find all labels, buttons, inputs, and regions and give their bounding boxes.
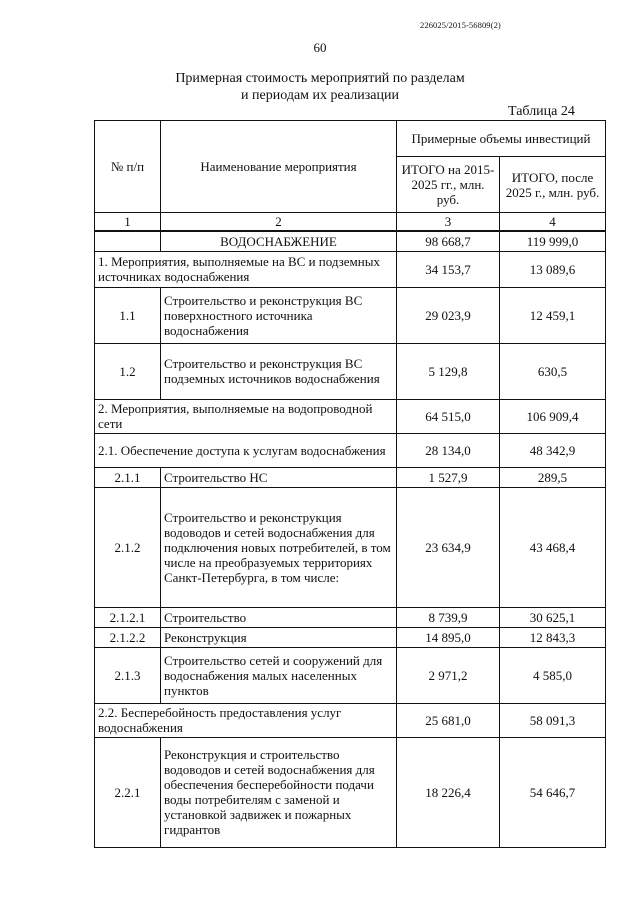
section-num [95, 231, 161, 251]
row-total-after-2025: 106 909,4 [500, 399, 606, 433]
table-row [95, 647, 606, 703]
table-row [95, 399, 606, 433]
document-id: 226025/2015-56809(2) [420, 20, 501, 30]
row-name: Строительство и реконструкция ВС поверхностного источника водоснабжения [161, 287, 397, 343]
row-total-after-2025: 13 089,6 [500, 251, 606, 287]
row-number: 2.1.2 [95, 487, 161, 607]
table-row [95, 737, 606, 847]
header-group: Примерные объемы инвестиций [397, 121, 606, 157]
col-number-4: 4 [500, 213, 606, 232]
row-total-2015-2025: 28 134,0 [397, 433, 500, 467]
row-group-name: 2. Мероприятия, выполняемые на водопроводной сети [95, 399, 397, 433]
row-number: 2.1.1 [95, 467, 161, 487]
table-body [95, 121, 606, 848]
row-number: 2.1.2.2 [95, 627, 161, 647]
row-total-2015-2025: 1 527,9 [397, 467, 500, 487]
row-number: 1.2 [95, 343, 161, 399]
title-line-2: и периодам их реализации [241, 88, 399, 103]
header-num: № п/п [95, 121, 161, 213]
row-number: 2.1.2.1 [95, 607, 161, 627]
row-number: 2.1.3 [95, 647, 161, 703]
section-row [95, 231, 606, 251]
row-group-name: 2.2. Бесперебойность предоставления услуг водоснабжения [95, 703, 397, 737]
row-name: Реконструкция и строительство водоводов и сетей водоснабжения для обеспечения бесперебойности подачи воды потребителям с заменой и установкой задвижек и пожарных гидрантов [161, 737, 397, 847]
row-total-2015-2025: 5 129,8 [397, 343, 500, 399]
header-col4: ИТОГО, после 2025 г., млн. руб. [500, 157, 606, 213]
row-name: Реконструкция [161, 627, 397, 647]
row-total-2015-2025: 64 515,0 [397, 399, 500, 433]
header-col3: ИТОГО на 2015-2025 гг., млн. руб. [397, 157, 500, 213]
table-row [95, 627, 606, 647]
row-name: Строительство [161, 607, 397, 627]
row-total-2015-2025: 34 153,7 [397, 251, 500, 287]
row-name: Строительство НС [161, 467, 397, 487]
table-row [95, 343, 606, 399]
table-label: Таблица 24 [508, 104, 575, 119]
row-total-after-2025: 289,5 [500, 467, 606, 487]
col-number-2: 2 [161, 213, 397, 232]
page-number: 60 [313, 40, 327, 55]
row-total-after-2025: 12 843,3 [500, 627, 606, 647]
column-numbers-row [95, 213, 606, 232]
row-total-after-2025: 48 342,9 [500, 433, 606, 467]
row-total-after-2025: 630,5 [500, 343, 606, 399]
row-group-name: 2.1. Обеспечение доступа к услугам водоснабжения [95, 433, 397, 467]
row-total-after-2025: 12 459,1 [500, 287, 606, 343]
row-total-after-2025: 30 625,1 [500, 607, 606, 627]
row-number: 2.2.1 [95, 737, 161, 847]
row-name: Строительство и реконструкция ВС подземных источников водоснабжения [161, 343, 397, 399]
table-row [95, 467, 606, 487]
section-total-after-2025: 119 999,0 [500, 231, 606, 251]
table-row [95, 287, 606, 343]
table-row [95, 251, 606, 287]
row-total-2015-2025: 25 681,0 [397, 703, 500, 737]
cost-table [94, 120, 606, 848]
table-row [95, 433, 606, 467]
row-name: Строительство и реконструкция водоводов и сетей водоснабжения для подключения новых потребителей, в том числе на преобразуемых территориях Санкт-Петербурга, в том числе: [161, 487, 397, 607]
row-total-after-2025: 43 468,4 [500, 487, 606, 607]
row-total-2015-2025: 29 023,9 [397, 287, 500, 343]
section-total-2015-2025: 98 668,7 [397, 231, 500, 251]
row-total-after-2025: 54 646,7 [500, 737, 606, 847]
table-row [95, 703, 606, 737]
table-row [95, 607, 606, 627]
col-number-1: 1 [95, 213, 161, 232]
row-number: 1.1 [95, 287, 161, 343]
col-number-3: 3 [397, 213, 500, 232]
title-line-1: Примерная стоимость мероприятий по разделам [175, 71, 465, 86]
header-name: Наименование мероприятия [161, 121, 397, 213]
row-total-2015-2025: 14 895,0 [397, 627, 500, 647]
row-total-2015-2025: 18 226,4 [397, 737, 500, 847]
row-total-after-2025: 4 585,0 [500, 647, 606, 703]
table-row [95, 487, 606, 607]
row-total-2015-2025: 8 739,9 [397, 607, 500, 627]
row-total-2015-2025: 23 634,9 [397, 487, 500, 607]
section-name: ВОДОСНАБЖЕНИЕ [161, 231, 397, 251]
row-total-after-2025: 58 091,3 [500, 703, 606, 737]
row-group-name: 1. Мероприятия, выполняемые на ВС и подземных источниках водоснабжения [95, 251, 397, 287]
header-row-1 [95, 121, 606, 157]
row-name: Строительство сетей и сооружений для водоснабжения малых населенных пунктов [161, 647, 397, 703]
row-total-2015-2025: 2 971,2 [397, 647, 500, 703]
table-title [0, 70, 640, 104]
